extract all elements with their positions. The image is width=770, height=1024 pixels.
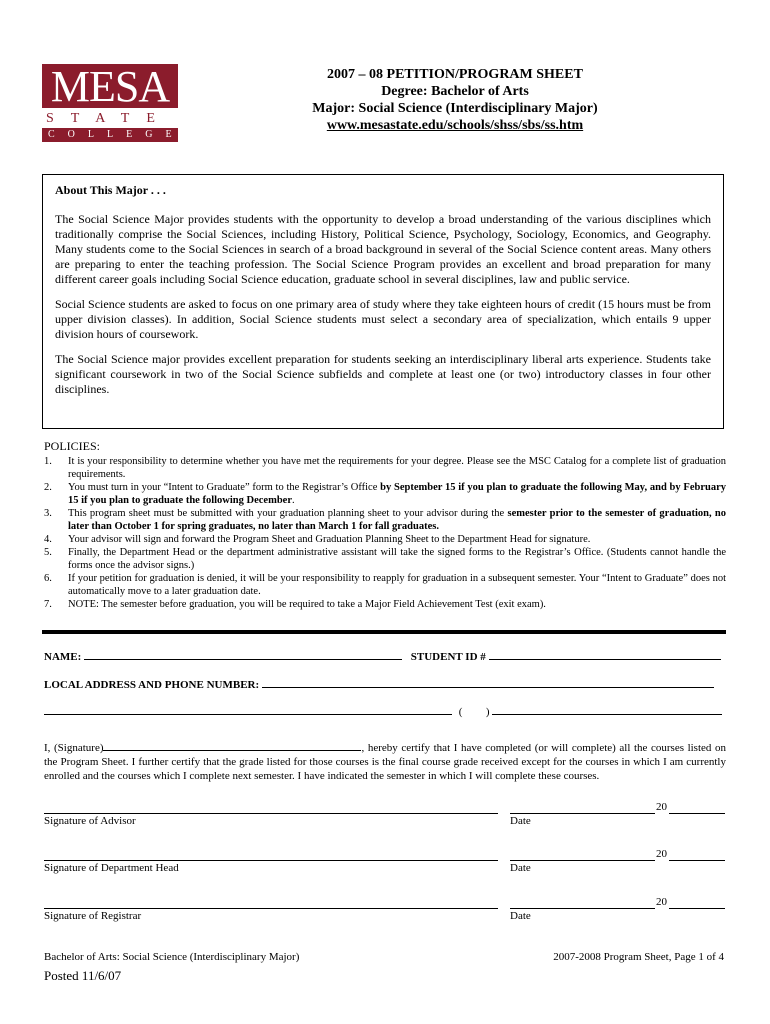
- registrar-date-year-prefix: 20: [656, 896, 667, 908]
- advisor-date-label: Date: [510, 815, 531, 827]
- posted-date: Posted 11/6/07: [44, 968, 122, 983]
- name-field[interactable]: [84, 648, 402, 660]
- program-url-link[interactable]: www.mesastate.edu/schools/shss/sbs/ss.htm: [326, 118, 584, 133]
- about-title: About This Major . . .: [55, 183, 166, 197]
- dept-head-date-label: Date: [510, 862, 531, 874]
- college-logo: [42, 62, 185, 142]
- advisor-date-field[interactable]: [510, 813, 655, 814]
- student-id-field[interactable]: [489, 648, 721, 660]
- phone-number-field[interactable]: [492, 703, 722, 715]
- student-signature-field[interactable]: [103, 740, 361, 751]
- advisor-date-year-field[interactable]: [669, 813, 725, 814]
- registrar-signature-label: Signature of Registrar: [44, 910, 142, 922]
- certification-prefix: I, (Signature): [44, 742, 104, 754]
- dept-head-signature-field[interactable]: [44, 860, 498, 861]
- footer-program-name: Bachelor of Arts: Social Science (Interdisciplinary Major): [44, 951, 300, 963]
- policies-title: POLICIES:: [44, 439, 101, 453]
- policy-item: 2. You must turn in your “Intent to Graduate” form to the Registrar’s Office by September 15 if you plan to graduate the following May, and by February 15 if you plan to graduate the following December.: [44, 482, 726, 506]
- advisor-date-year-prefix: 20: [656, 801, 667, 813]
- registrar-date-label: Date: [510, 910, 531, 922]
- student-id-label: STUDENT ID #: [410, 651, 486, 663]
- dept-head-signature-label: Signature of Department Head: [44, 862, 179, 874]
- address-phone-row: [44, 703, 722, 718]
- registrar-signature-field[interactable]: [44, 908, 498, 909]
- policy-item: 6. If your petition for graduation is denied, it will be your responsibility to reapply for graduation in a subsequent semester. Your “Intent to Graduate” does not automatically move to a later graduation date.: [44, 573, 726, 597]
- policies-section: [44, 440, 726, 611]
- certification-statement: [44, 740, 726, 783]
- registrar-date-field[interactable]: [510, 908, 655, 909]
- registrar-date-year-field[interactable]: [669, 908, 725, 909]
- policy-item: 3. This program sheet must be submitted with your graduation planning sheet to your advisor during the semester prior to the semester of graduation, no later than October 1 for spring graduates, no later than March 1 for fall graduates.: [44, 508, 726, 532]
- about-paragraph-3: The Social Science major provides excellent preparation for students seeking an interdisciplinary liberal arts experience. Students take significant coursework in two of the Social Science subfields and complete at least one (or two) introductory classes in four other disciplines.: [55, 352, 711, 396]
- address-field[interactable]: [262, 676, 714, 688]
- about-paragraph-1: The Social Science Major provides students with the opportunity to develop a broad understanding of the various disciplines which traditionally comprise the Social Sciences, including History, Political Science, Psychology, Sociology, Economics, and Geography. Many students come to the Social Sciences in search of a broad background in several of the Social Science content areas. Many others are preparing to enter the teaching profession. The Social Science Program provides an excellent and broad preparation for many different career goals including Social Science education, graduate school in several disciplines, law and public service.: [55, 212, 711, 286]
- certification-text: , hereby certify that I have completed (or will complete) all the courses listed on the Program Sheet. I further certify that the grade listed for those courses is the final course grade received except for the courses in which I am currently enrolled and the courses which I complete next semester. I have indicated the semester in which I will complete these courses.: [44, 742, 726, 782]
- address-line-2-field[interactable]: [44, 703, 452, 715]
- policy-item: 5. Finally, the Department Head or the department administrative assistant will take the signed forms to the Registrar’s Office. (Students cannot handle the forms once the advisor signs.): [44, 547, 726, 571]
- dept-head-date-field[interactable]: [510, 860, 655, 861]
- policy-item: 1. It is your responsibility to determine whether you have met the requirements for your degree. Please see the MSC Catalog for a complete list of graduation requirements.: [44, 456, 726, 480]
- address-label: LOCAL ADDRESS AND PHONE NUMBER:: [44, 679, 260, 691]
- about-major-box: [42, 174, 724, 429]
- policy-item: 7. NOTE: The semester before graduation, you will be required to take a Major Field Achievement Test (exit exam).: [44, 599, 546, 610]
- address-row: [44, 676, 714, 691]
- logo-college-text: COLLEGE: [42, 128, 178, 142]
- advisor-signature-label: Signature of Advisor: [44, 815, 136, 827]
- advisor-signature-field[interactable]: [44, 813, 498, 814]
- sheet-title: 2007 – 08 PETITION/PROGRAM SHEET: [327, 67, 583, 82]
- name-row: [44, 648, 721, 663]
- dept-head-date-year-prefix: 20: [656, 848, 667, 860]
- document-header: [250, 66, 660, 134]
- phone-open-paren: (: [458, 706, 463, 718]
- phone-close-paren: ): [485, 706, 490, 718]
- name-label: NAME:: [44, 651, 82, 663]
- dept-head-date-year-field[interactable]: [669, 860, 725, 861]
- policy-item: 4. Your advisor will sign and forward the Program Sheet and Graduation Planning Sheet to the Department Head for signature.: [44, 534, 591, 545]
- logo-state-text: STATE: [46, 111, 172, 126]
- about-paragraph-2: Social Science students are asked to focus on one primary area of study where they take eighteen hours of credit (15 hours must be from upper division classes). In addition, Social Science students must select a secondary area of specialization, which entails 9 upper division hours of coursework.: [55, 297, 711, 341]
- footer-page-number: 2007-2008 Program Sheet, Page 1 of 4: [553, 951, 724, 963]
- degree-line: Degree: Bachelor of Arts: [381, 84, 529, 99]
- logo-mesa-text: MESA: [42, 64, 178, 108]
- section-divider: [42, 630, 726, 634]
- major-line: Major: Social Science (Interdisciplinary Major): [312, 101, 598, 116]
